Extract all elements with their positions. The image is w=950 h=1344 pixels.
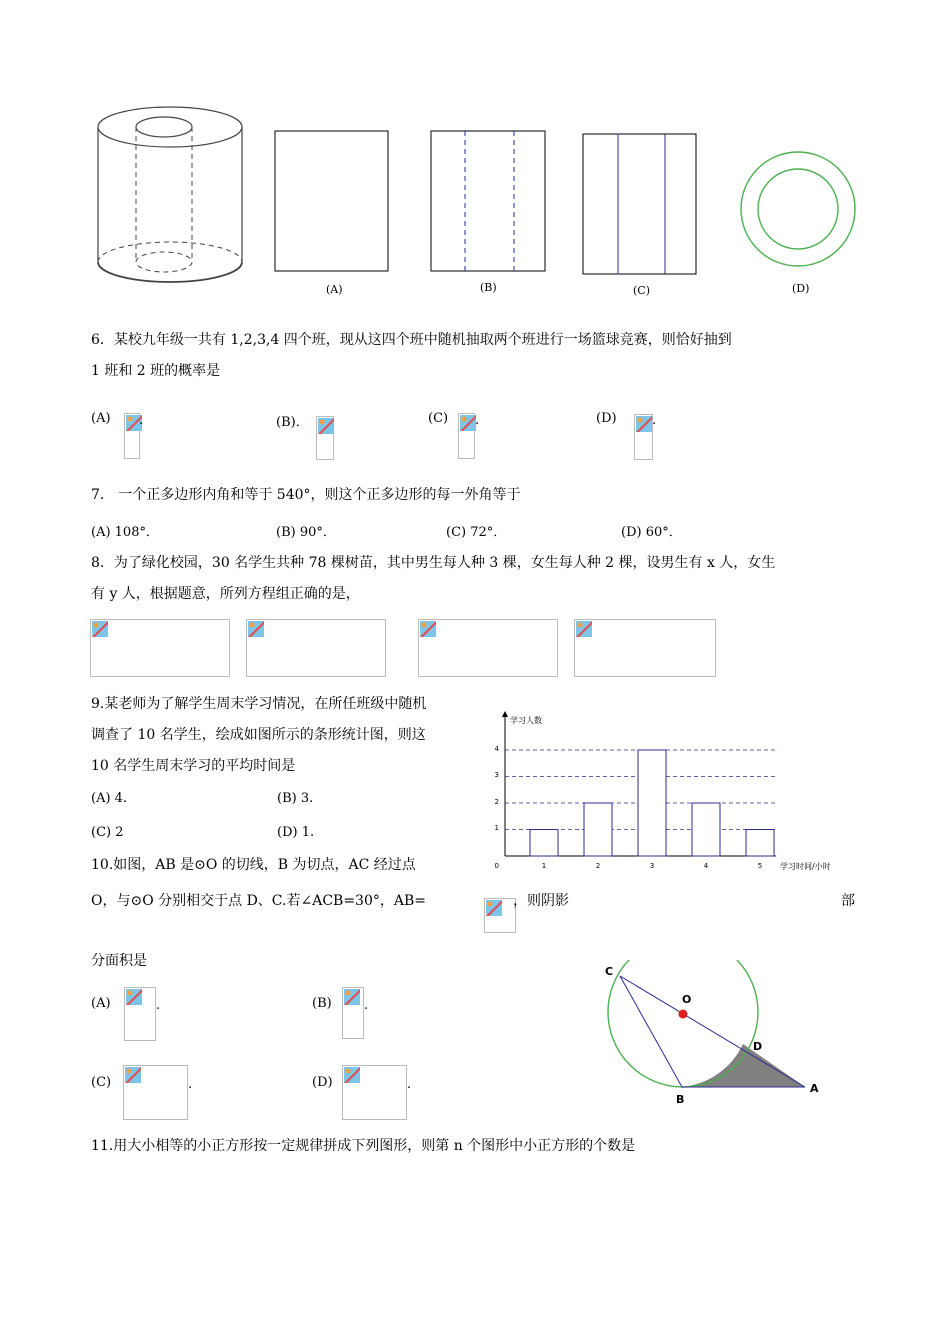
q9-line2: 调查了 10 名学生，绘成如图所示的条形统计图，则这 bbox=[91, 727, 426, 743]
bar-3 bbox=[638, 750, 666, 856]
q10-option-a-dot: . bbox=[156, 998, 161, 1013]
q6-option-a: (A) bbox=[91, 411, 111, 426]
x-tick-label: 4 bbox=[703, 862, 709, 870]
q8-option-d-image bbox=[574, 619, 716, 677]
q6-option-b: (B)． bbox=[276, 415, 309, 430]
broken-image-icon bbox=[576, 621, 592, 637]
q6-option-d: (D) bbox=[596, 411, 617, 426]
broken-image-icon bbox=[318, 418, 334, 434]
q10-ab-image bbox=[484, 898, 516, 933]
label-c: C bbox=[605, 965, 614, 978]
line-ca bbox=[620, 976, 805, 1087]
q10-option-b-image bbox=[342, 987, 364, 1039]
figure-label-c: (C) bbox=[633, 284, 650, 297]
bar-1 bbox=[530, 830, 558, 857]
q9-line3: 10 名学生周末学习的平均时间是 bbox=[91, 758, 296, 774]
broken-image-icon bbox=[420, 621, 436, 637]
x-tick-label: 3 bbox=[649, 862, 655, 870]
broken-image-icon bbox=[126, 989, 142, 1005]
label-d: D bbox=[753, 1040, 763, 1053]
q10-line3: 分面积是 bbox=[91, 953, 147, 969]
q6-option-c: (C) bbox=[428, 411, 449, 426]
q10-option-c-dot: . bbox=[188, 1077, 193, 1092]
label-a: A bbox=[810, 1082, 819, 1095]
broken-image-icon bbox=[636, 416, 652, 432]
q10-option-d-image bbox=[342, 1065, 407, 1120]
q7-option-d: (D) 60°． bbox=[621, 525, 682, 540]
q9-option-d: (D) 1. bbox=[277, 825, 315, 840]
q10-line2b: ，则阴影 bbox=[513, 893, 569, 909]
q7-option-c: (C) 72°． bbox=[446, 525, 507, 540]
q8-line1: 8．为了绿化校园，30 名学生共种 78 棵树苗，其中男生每人种 3 棵，女生每人种 2 棵，设男生有 x 人，女生 bbox=[91, 555, 776, 571]
option-c-rect-solid bbox=[582, 133, 698, 276]
q10-line1: 10.如图，AB 是⊙O 的切线，B 为切点，AC 经过点 bbox=[91, 857, 416, 873]
q8-option-c-image bbox=[418, 619, 558, 677]
option-d-rings bbox=[738, 150, 858, 270]
q11-text: 11.用大小相等的小正方形按一定规律拼成下列图形，则第 n 个图形中小正方形的个数是 bbox=[91, 1138, 636, 1154]
broken-image-icon bbox=[486, 900, 502, 916]
x-tick-label: 5 bbox=[757, 862, 763, 870]
q6-option-c-dot: . bbox=[475, 413, 480, 428]
q8-line2: 有 y 人，根据题意，所列方程组正确的是， bbox=[91, 586, 360, 602]
q6-line1: 6．某校九年级一共有 1,2,3,4 四个班，现从这四个班中随机抽取两个班进行一场篮球竞赛，则恰好抽到 bbox=[91, 332, 732, 348]
broken-image-icon bbox=[92, 621, 108, 637]
label-b: B bbox=[676, 1093, 685, 1106]
cylinder-figure bbox=[90, 100, 250, 295]
bar-2 bbox=[584, 803, 612, 856]
figure-label-a: (A) bbox=[326, 283, 343, 296]
y-tick-label: 3 bbox=[494, 771, 499, 779]
broken-image-icon bbox=[344, 989, 360, 1005]
broken-image-icon bbox=[344, 1067, 360, 1083]
circle-tangent-figure bbox=[600, 960, 830, 1110]
y-tick-label: 1 bbox=[494, 824, 499, 832]
q7-text: 7． 一个正多边形内角和等于 540°，则这个正多边形的每一外角等于 bbox=[91, 487, 521, 503]
q9-option-a: (A) 4. bbox=[91, 791, 128, 806]
y-tick-label: 4 bbox=[494, 745, 499, 753]
figure-label-d: (D) bbox=[792, 282, 810, 295]
q7-option-a: (A) 108°． bbox=[91, 525, 159, 540]
x-tick-label: 1 bbox=[541, 862, 547, 870]
figure-label-b: (B) bbox=[480, 281, 497, 294]
q7-option-b: (B) 90°． bbox=[276, 525, 336, 540]
option-b-rect-dashed bbox=[430, 130, 547, 273]
label-o: O bbox=[682, 993, 692, 1006]
line-cb bbox=[620, 976, 682, 1087]
center-point bbox=[679, 1010, 688, 1019]
q10-option-d-dot: . bbox=[407, 1077, 412, 1092]
q10-line2c: 部 bbox=[841, 893, 855, 909]
bar-5 bbox=[746, 830, 774, 857]
y-tick-label: 0 bbox=[494, 862, 499, 870]
bar-chart bbox=[488, 708, 850, 878]
y-axis-label: 学习人数 bbox=[510, 716, 542, 725]
q10-option-a-image bbox=[124, 987, 156, 1041]
q6-option-a-dot: . bbox=[139, 413, 144, 428]
q9-line1: 9.某老师为了解学生周末学习情况，在所任班级中随机 bbox=[91, 696, 427, 712]
q9-option-b: (B) 3. bbox=[277, 791, 314, 806]
q6-option-c-image bbox=[458, 413, 475, 459]
q10-option-c: (C) bbox=[91, 1075, 112, 1090]
q8-option-b-image bbox=[246, 619, 386, 677]
bar-4 bbox=[692, 803, 720, 856]
q6-option-d-dot: . bbox=[652, 413, 657, 428]
q6-option-a-image bbox=[124, 413, 140, 459]
q10-option-c-image bbox=[123, 1065, 188, 1120]
broken-image-icon bbox=[248, 621, 264, 637]
x-axis-label: 学习时间/小时 bbox=[780, 862, 831, 871]
y-tick-label: 2 bbox=[494, 798, 499, 806]
x-tick-label: 2 bbox=[595, 862, 601, 870]
q6-option-b-image bbox=[316, 416, 334, 460]
q6-line2: 1 班和 2 班的概率是 bbox=[91, 363, 221, 379]
q8-option-a-image bbox=[90, 619, 230, 677]
broken-image-icon bbox=[460, 415, 476, 431]
q10-option-d: (D) bbox=[312, 1075, 333, 1090]
q6-option-d-image bbox=[634, 414, 653, 460]
q10-option-b: (B) bbox=[312, 996, 332, 1011]
q9-option-c: (C) 2 bbox=[91, 825, 124, 840]
q10-option-a: (A) bbox=[91, 996, 111, 1011]
q10-line2a: O，与⊙O 分别相交于点 D、C.若∠ACB=30°，AB= bbox=[91, 893, 426, 909]
broken-image-icon bbox=[125, 1067, 141, 1083]
option-a-square bbox=[274, 130, 390, 273]
q10-option-b-dot: . bbox=[364, 998, 369, 1013]
